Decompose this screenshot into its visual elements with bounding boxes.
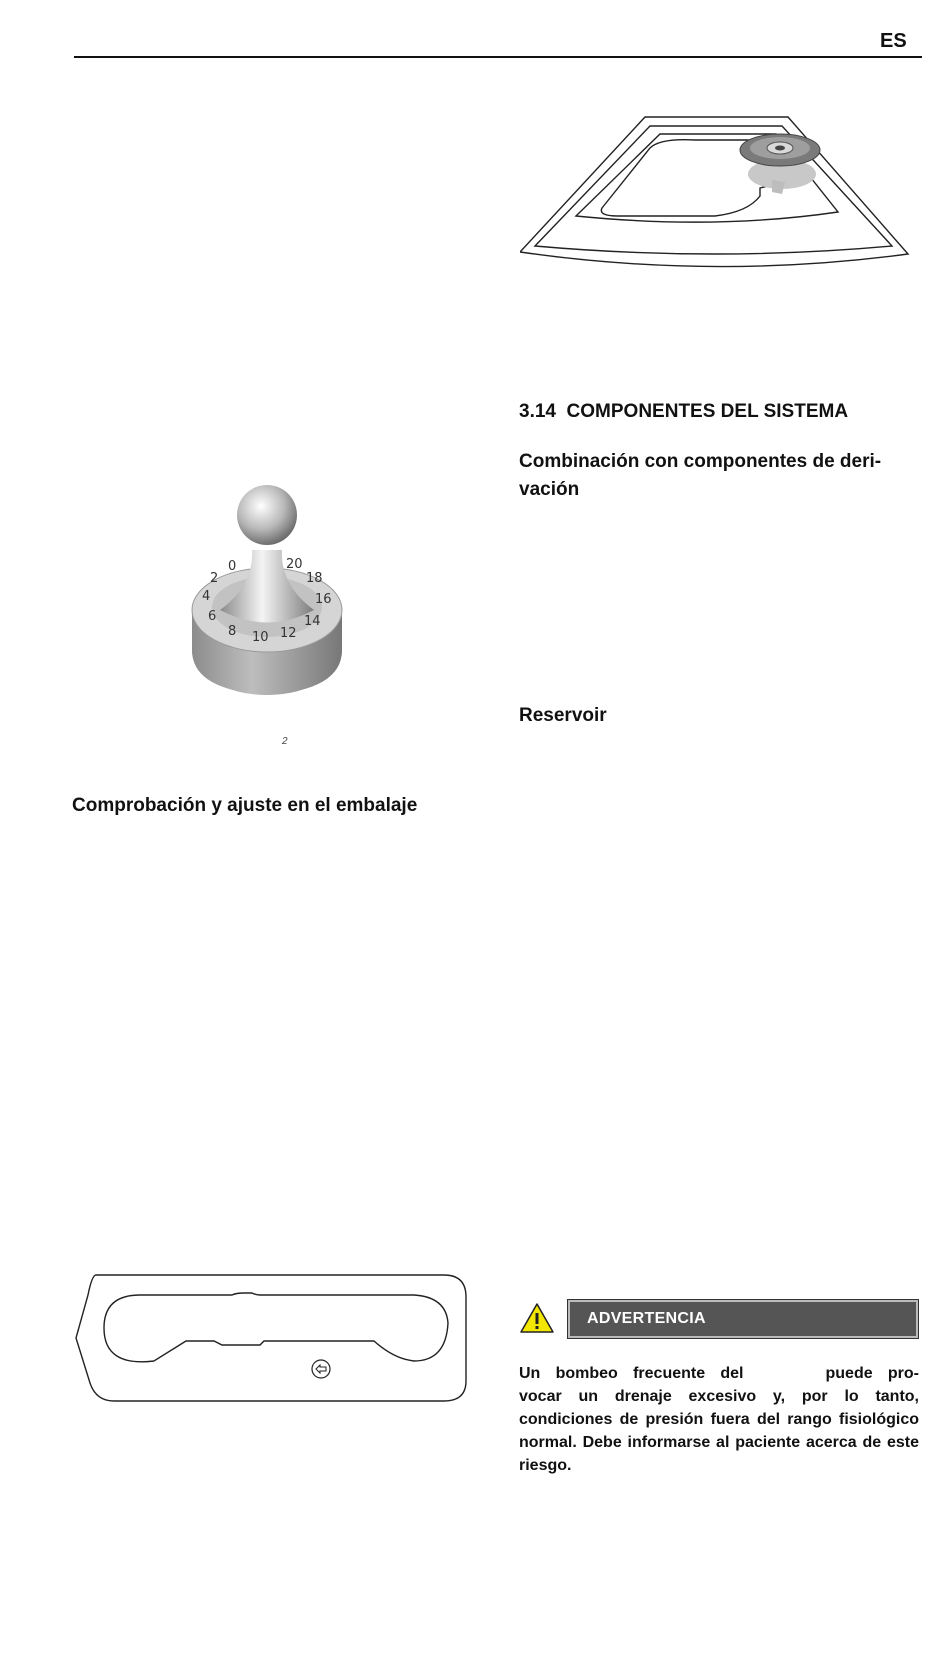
dial-number-8: 8 <box>228 624 237 639</box>
dial-number-18: 18 <box>306 571 323 586</box>
warning-triangle-icon <box>519 1302 555 1334</box>
warning-text-part2: puede pro- <box>825 1365 919 1382</box>
dial-number-2: 2 <box>210 571 219 586</box>
dial-number-12: 12 <box>280 626 297 641</box>
combination-heading-line2: vación <box>519 479 580 500</box>
section-title: COMPONENTES DEL SISTEMA <box>566 401 849 422</box>
combination-heading-line1: Combinación con componentes de deri- <box>519 451 882 472</box>
dial-number-6: 6 <box>208 609 217 624</box>
warning-text <box>519 1362 919 1477</box>
direction-arrow-icon <box>312 1360 330 1378</box>
warning-text-rest: vocar un drenaje excesivo y, por lo tanto, condiciones de presión fuera del rango fisiológico normal. Debe informarse al paciente acerca de este riesgo. <box>519 1388 919 1474</box>
dial-number-4: 4 <box>202 589 211 604</box>
section-heading <box>519 398 848 426</box>
warning-label: ADVERTENCIA <box>587 1310 706 1327</box>
figure-caption-number: 2 <box>282 736 288 747</box>
packaging-tray-illustration <box>520 112 910 277</box>
warning-banner <box>567 1299 919 1339</box>
packaging-outline-illustration <box>74 1273 474 1405</box>
dial-number-16: 16 <box>315 592 332 607</box>
section-number: 3.14 <box>519 401 556 422</box>
combination-heading <box>519 448 881 504</box>
warning-text-part1: Un bombeo frecuente del <box>519 1365 744 1382</box>
reservoir-heading: Reservoir <box>519 705 607 726</box>
dial-number-20: 20 <box>286 557 303 572</box>
dial-number-14: 14 <box>304 614 321 629</box>
dial-number-0: 0 <box>228 559 237 574</box>
adjustment-dial-illustration <box>190 485 360 710</box>
check-and-adjust-heading: Comprobación y ajuste en el embalaje <box>72 795 418 816</box>
language-code: ES <box>880 30 907 52</box>
dial-number-10: 10 <box>252 630 269 645</box>
header-divider <box>74 56 922 58</box>
